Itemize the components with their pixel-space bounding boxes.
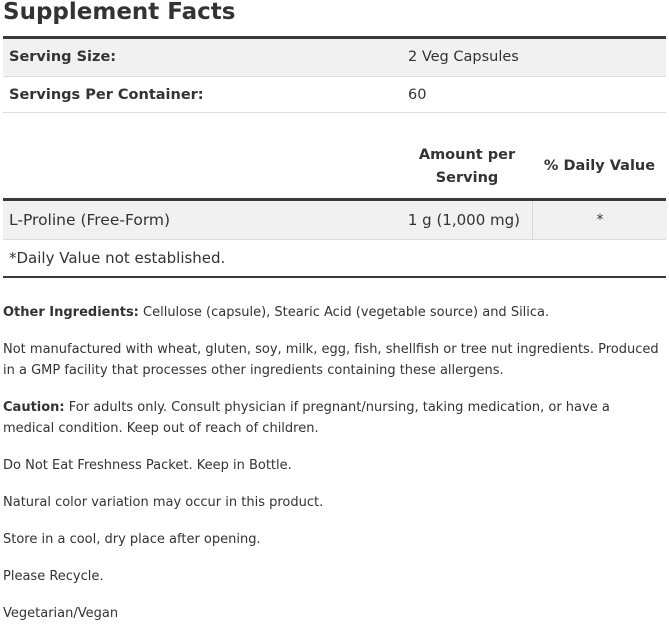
amount-per-serving-header xyxy=(403,144,531,190)
servings-per-container-row xyxy=(3,76,666,113)
ingredient-daily-value: * xyxy=(532,201,667,239)
amount-header-line2: Serving xyxy=(435,170,499,186)
bottom-divider xyxy=(3,276,666,278)
ingredient-amount: 1 g (1,000 mg) xyxy=(407,211,520,229)
recycle-statement: Please Recycle. xyxy=(3,569,104,584)
daily-value-footnote: *Daily Value not established. xyxy=(9,249,226,267)
daily-value-footnote-row xyxy=(3,239,666,276)
serving-size-label: Serving Size: xyxy=(9,49,117,65)
caution-statement xyxy=(3,397,663,439)
servings-per-container-label: Servings Per Container: xyxy=(9,87,204,103)
page-title: Supplement Facts xyxy=(3,0,236,25)
allergen-statement: Not manufactured with wheat, gluten, soy, milk, egg, fish, shellfish or tree nut ingredients. Produced in a GMP facility that processes other ingredients containing these allergens. xyxy=(3,342,659,378)
diet-statement: Vegetarian/Vegan xyxy=(3,606,119,621)
table-row xyxy=(3,201,666,239)
amount-header-line1: Amount per xyxy=(418,147,516,163)
table-header xyxy=(3,140,666,198)
caution-text: For adults only. Consult physician if pregnant/nursing, taking medication, or have a medical condition. Keep out of reach of children. xyxy=(3,400,610,436)
daily-value-header: % Daily Value xyxy=(543,158,656,174)
freshness-statement: Do Not Eat Freshness Packet. Keep in Bottle. xyxy=(3,458,292,473)
other-ingredients-label: Other Ingredients: xyxy=(3,305,139,320)
caution-label: Caution: xyxy=(3,400,65,415)
other-ingredients-text: Cellulose (capsule), Stearic Acid (vegetable source) and Silica. xyxy=(138,305,550,320)
serving-size-row xyxy=(3,39,666,76)
product-notes xyxy=(3,302,663,640)
ingredient-name: L-Proline (Free-Form) xyxy=(9,211,171,229)
color-variation-statement: Natural color variation may occur in this product. xyxy=(3,495,324,510)
servings-per-container-value: 60 xyxy=(408,87,427,103)
storage-statement: Store in a cool, dry place after opening. xyxy=(3,532,261,547)
other-ingredients xyxy=(3,302,663,323)
serving-size-value: 2 Veg Capsules xyxy=(408,49,519,65)
